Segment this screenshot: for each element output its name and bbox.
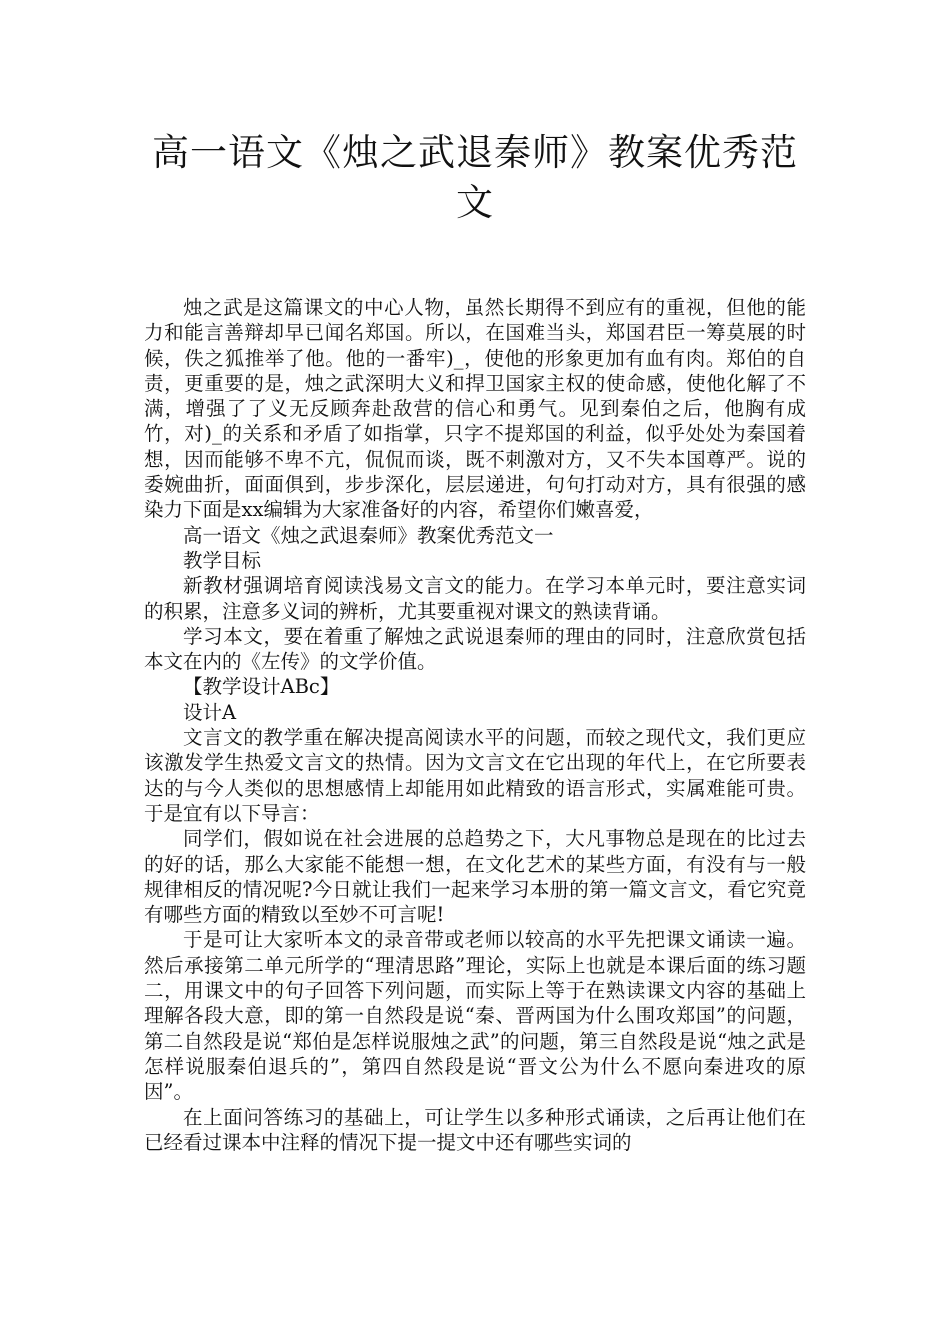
paragraph-design-2: 同学们，假如说在社会进展的总趋势之下，大凡事物总是现在的比过去的好的话，那么大家能不能想一想，在文化艺术的某些方面，有没有与一般规律相反的情况呢?今日就让我们一起来学习本册的第一篇文言文，看它究竟有哪些方面的精致以至妙不可言呢! (144, 827, 806, 927)
paragraph-design-4: 在上面问答练习的基础上，可让学生以多种形式诵读，之后再让他们在已经看过课本中注释的情况下提一提文中还有哪些实词的 (144, 1105, 806, 1154)
paragraph-goals-2: 学习本文，要在着重了解烛之武说退秦师的理由的同时，注意欣赏包括本文在内的《左传》的文学价值。 (144, 624, 806, 674)
section-heading: 高一语文《烛之武退秦师》教案优秀范文一 (183, 523, 554, 547)
paragraph-intro: 烛之武是这篇课文的中心人物，虽然长期得不到应有的重视，但他的能力和能言善辩却早已闻名郑国。所以，在国难当头，郑国君臣一筹莫展的时候，佚之狐推举了他。他的一番牢)_，使他的形象更加有血有肉。郑伯的自责，更重要的是，烛之武深明大义和捍卫国家主权的使命感，使他化解了不满，增强了了义无反顾奔赴敌营的信心和勇气。见到秦伯之后，他胸有成竹，对)_的关系和矛盾了如指掌，只字不提郑国的利益，似乎处处为秦国着想，因而能够不卑不亢，侃侃而谈，既不刺激对方，又不失本国尊严。说的委婉曲折，面面俱到，步步深化，层层递进，句句打动对方，具有很强的感染力下面是xx编辑为大家准备好的内容，希望你们嫩喜爱， (144, 296, 806, 522)
paragraph-goals-1: 新教材强调培育阅读浅易文言文的能力。在学习本单元时，要注意实词的积累，注意多义词的辨析，尤其要重视对课文的熟读背诵。 (144, 574, 806, 623)
document-title: 高一语文《烛之武退秦师》教案优秀范文 (152, 131, 798, 224)
subheading-design-a: 设计A (183, 700, 237, 724)
document-body (144, 295, 806, 1155)
subheading-teaching-design: 【教学设计ABc】 (183, 675, 340, 699)
paragraph-design-1: 文言文的教学重在解决提高阅读水平的问题，而较之现代文，我们更应该激发学生热爱文言文的热情。因为文言文在它出现的年代上，在它所要表达的与今人类似的思想感情上却能用如此精致的语言形式，实属难能可贵。于是宜有以下导言： (144, 726, 806, 825)
subheading-teaching-goals: 教学目标 (183, 548, 262, 572)
paragraph-design-3: 于是可让大家听本文的录音带或老师以较高的水平先把课文诵读一遍。然后承接第二单元所学的“理清思路”理论，实际上也就是本课后面的练习题二，用课文中的句子回答下列问题，而实际上等于在熟读课文内容的基础上理解各段大意，即的第一自然段是说“秦、晋两国为什么围攻郑国”的问题，第二自然段是说“郑伯是怎样说服烛之武”的问题，第三自然段是说“烛之武是怎样说服秦伯退兵的”，第四自然段是说“晋文公为什么不愿向秦进攻的原因”。 (144, 928, 806, 1104)
